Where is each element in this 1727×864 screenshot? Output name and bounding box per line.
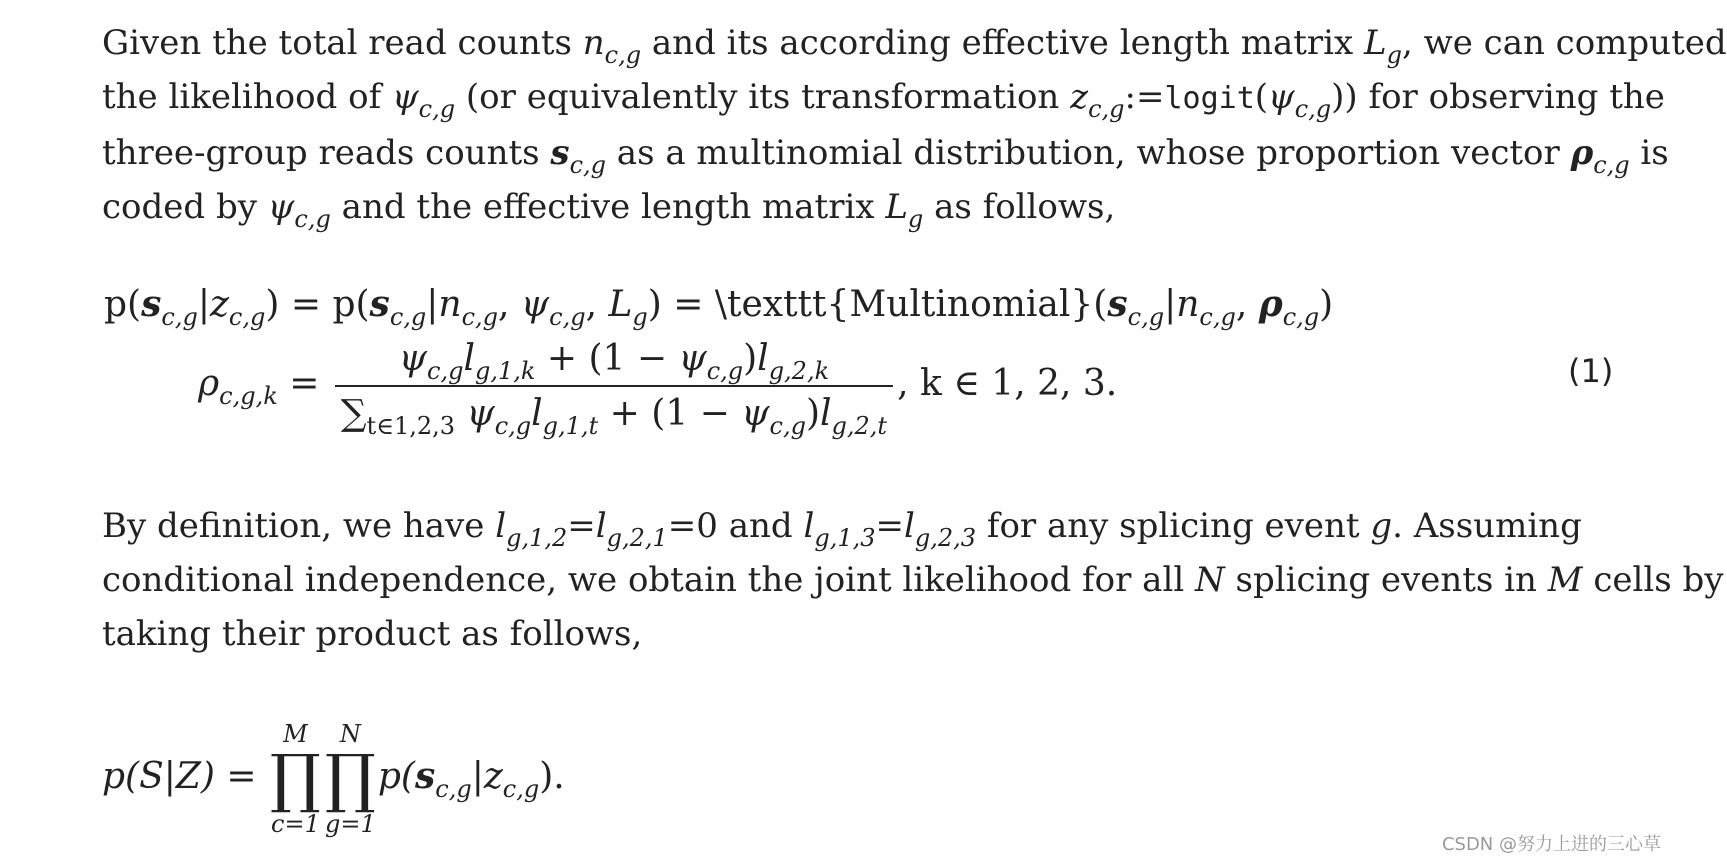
math-subscript: c,g bbox=[1088, 95, 1125, 123]
paragraph-intro bbox=[102, 16, 1727, 234]
math-text: | bbox=[471, 756, 484, 797]
text: and the effective length matrix bbox=[330, 187, 886, 227]
math-text: | bbox=[197, 284, 210, 325]
math-subscript: g,2,3 bbox=[914, 524, 977, 552]
math-subscript: g bbox=[1386, 41, 1402, 69]
sum-symbol: ∑ bbox=[340, 393, 367, 434]
math-text: + (1 − bbox=[598, 393, 742, 434]
fraction bbox=[335, 338, 893, 440]
math-subscript: t∈1,2,3 bbox=[366, 412, 456, 440]
math-symbol: ψ bbox=[267, 187, 295, 227]
text: =0 and bbox=[667, 506, 804, 546]
math-symbol: ψ bbox=[466, 393, 495, 434]
text: = bbox=[875, 506, 905, 546]
product-symbol: ∏ bbox=[270, 742, 321, 816]
text: , we can computed bbox=[1402, 23, 1727, 63]
fraction-denominator bbox=[335, 387, 893, 440]
math-symbol: s bbox=[550, 133, 570, 173]
math-operator: logit bbox=[1164, 81, 1255, 116]
math-subscript: c,g bbox=[1282, 303, 1320, 331]
math-text: p( bbox=[377, 756, 415, 797]
math-symbol: ψ bbox=[520, 284, 550, 325]
math-text: , k ∈ 1, 2, 3. bbox=[897, 363, 1118, 404]
paragraph-intro-line-1 bbox=[102, 16, 1727, 70]
math-subscript: c,g bbox=[294, 205, 331, 233]
paragraph-definition-line-1 bbox=[102, 499, 1602, 553]
math-symbol: l bbox=[803, 506, 815, 546]
math-symbol: l bbox=[531, 393, 543, 434]
math-symbol: z bbox=[1070, 77, 1089, 117]
math-subscript: g,2,t bbox=[831, 412, 888, 440]
math-subscript: c,g bbox=[549, 303, 586, 331]
math-subscript: g bbox=[907, 205, 924, 233]
product-operator-1 bbox=[270, 720, 321, 838]
math-symbol: z bbox=[483, 756, 503, 797]
text: the likelihood of bbox=[102, 77, 392, 117]
math-subscript: g,1,k bbox=[474, 357, 536, 385]
fraction-numerator bbox=[335, 338, 893, 387]
math-symbol: s bbox=[141, 283, 162, 325]
math-symbol: n bbox=[1176, 284, 1200, 325]
watermark: CSDN @努力上进的三心草 bbox=[1441, 834, 1661, 855]
math-symbol: n bbox=[582, 23, 605, 63]
math-symbol: M bbox=[1547, 560, 1583, 600]
text: Given the total read counts bbox=[102, 23, 583, 63]
math-text: ) = \texttt{Multinomial}( bbox=[647, 284, 1108, 325]
math-symbol: l bbox=[495, 506, 507, 546]
math-symbol: ρ bbox=[1258, 283, 1283, 325]
text: three-group reads counts bbox=[102, 133, 551, 173]
math-subscript: c,g bbox=[1593, 151, 1630, 179]
math-subscript: c,g bbox=[494, 412, 532, 440]
math-symbol: ψ bbox=[1268, 77, 1295, 117]
text: conditional independence, we obtain the joint likelihood for all bbox=[102, 560, 1195, 600]
math-subscript: c,g,k bbox=[219, 382, 278, 410]
math-text: = bbox=[277, 363, 331, 404]
product-upper-limit: M bbox=[283, 720, 308, 748]
math-symbol: z bbox=[209, 284, 229, 325]
product-operator-2 bbox=[325, 720, 376, 838]
text: as a multinomial distribution, whose proportion vector bbox=[606, 133, 1571, 173]
text: coded by bbox=[102, 187, 268, 227]
math-subscript: c,g bbox=[569, 151, 606, 179]
math-text: | bbox=[426, 284, 439, 325]
math-subscript: c,g bbox=[1294, 95, 1332, 123]
text: cells by bbox=[1582, 560, 1724, 600]
math-subscript: c,g bbox=[706, 357, 744, 385]
math-subscript: c,g bbox=[389, 303, 427, 331]
math-subscript: c,g bbox=[1199, 303, 1236, 331]
math-symbol: l bbox=[463, 338, 475, 379]
paragraph-intro-line-2 bbox=[102, 70, 1665, 126]
math-subscript: g,1,2 bbox=[506, 524, 568, 552]
math-symbol: l bbox=[757, 338, 769, 379]
math-text: ) bbox=[743, 338, 758, 379]
text: as follows, bbox=[923, 187, 1116, 227]
math-text: + (1 − bbox=[535, 338, 679, 379]
product-symbol: ∏ bbox=[324, 742, 376, 816]
paragraph-intro-line-4 bbox=[102, 180, 1602, 234]
math-subscript: c,g bbox=[769, 412, 806, 440]
text: := bbox=[1124, 77, 1165, 117]
math-text: p(S|Z) = bbox=[102, 756, 268, 797]
math-symbol: ψ bbox=[741, 393, 770, 434]
math-subscript: c,g bbox=[461, 303, 499, 331]
math-subscript: c,g bbox=[1127, 303, 1165, 331]
math-text: | bbox=[1164, 284, 1177, 325]
math-symbol: ρ bbox=[1570, 133, 1594, 173]
text: taking their product as follows, bbox=[102, 614, 643, 654]
text: for observing the bbox=[1357, 77, 1665, 117]
paragraph-intro-line-3 bbox=[102, 126, 1669, 180]
text: is bbox=[1629, 133, 1669, 173]
equation-1-row-1 bbox=[104, 283, 1334, 331]
paragraph-definition bbox=[102, 499, 1724, 661]
math-symbol: ψ bbox=[678, 338, 707, 379]
product-upper-limit: N bbox=[339, 720, 361, 748]
math-symbol: ψ bbox=[398, 338, 427, 379]
text: = bbox=[567, 506, 596, 546]
math-symbol: L bbox=[885, 187, 908, 227]
math-symbol: s bbox=[1107, 283, 1128, 325]
math-subscript: c,g bbox=[161, 303, 198, 331]
math-subscript: g,2,k bbox=[768, 357, 830, 385]
math-symbol: s bbox=[414, 755, 436, 797]
math-symbol: ψ bbox=[391, 77, 419, 117]
math-text: ) bbox=[1319, 284, 1334, 325]
math-symbol: L bbox=[608, 284, 633, 325]
math-subscript: c,g bbox=[228, 303, 266, 331]
paragraph-definition-line-3 bbox=[102, 607, 1602, 661]
equation-number: (1) bbox=[1568, 352, 1614, 390]
math-text: ) bbox=[805, 393, 820, 434]
math-symbol: l bbox=[820, 393, 832, 434]
text: and its according effective length matrix bbox=[641, 23, 1365, 63]
math-symbol: L bbox=[1364, 23, 1387, 63]
product-lower-limit: c=1 bbox=[271, 810, 320, 838]
text: )) bbox=[1331, 77, 1358, 117]
math-subscript: c,g bbox=[435, 775, 472, 803]
math-text: ). bbox=[539, 756, 565, 797]
math-text: , bbox=[498, 284, 521, 325]
equation-2 bbox=[102, 720, 565, 838]
math-subscript: c,g bbox=[604, 41, 642, 69]
text: for any splicing event bbox=[976, 506, 1371, 546]
text: By definition, we have bbox=[102, 506, 496, 546]
math-subscript: g bbox=[632, 303, 648, 331]
math-symbol: l bbox=[904, 506, 915, 546]
math-text: p( bbox=[104, 284, 142, 325]
paragraph-definition-line-2 bbox=[102, 553, 1724, 607]
math-subscript: g,1,3 bbox=[814, 524, 876, 552]
math-subscript: c,g bbox=[502, 775, 540, 803]
text: ( bbox=[1254, 77, 1269, 117]
product-lower-limit: g=1 bbox=[325, 810, 376, 838]
math-symbol: ρ bbox=[198, 363, 220, 404]
math-subscript: g,2,1 bbox=[606, 524, 668, 552]
math-subscript: c,g bbox=[427, 357, 464, 385]
equation-1-row-2 bbox=[198, 338, 1118, 440]
math-text: ) = p( bbox=[265, 284, 370, 325]
math-symbol: N bbox=[1195, 560, 1225, 600]
text: . Assuming bbox=[1392, 506, 1582, 546]
math-subscript: g,1,t bbox=[542, 412, 599, 440]
text: (or equivalently its transformation bbox=[455, 77, 1071, 117]
math-symbol: n bbox=[438, 284, 462, 325]
math-subscript: c,g bbox=[418, 95, 456, 123]
math-symbol: s bbox=[369, 283, 390, 325]
math-text: , bbox=[1235, 284, 1259, 325]
text: splicing events in bbox=[1224, 560, 1548, 600]
math-symbol: l bbox=[595, 506, 607, 546]
math-text: , bbox=[585, 284, 609, 325]
math-symbol: g bbox=[1370, 506, 1393, 546]
